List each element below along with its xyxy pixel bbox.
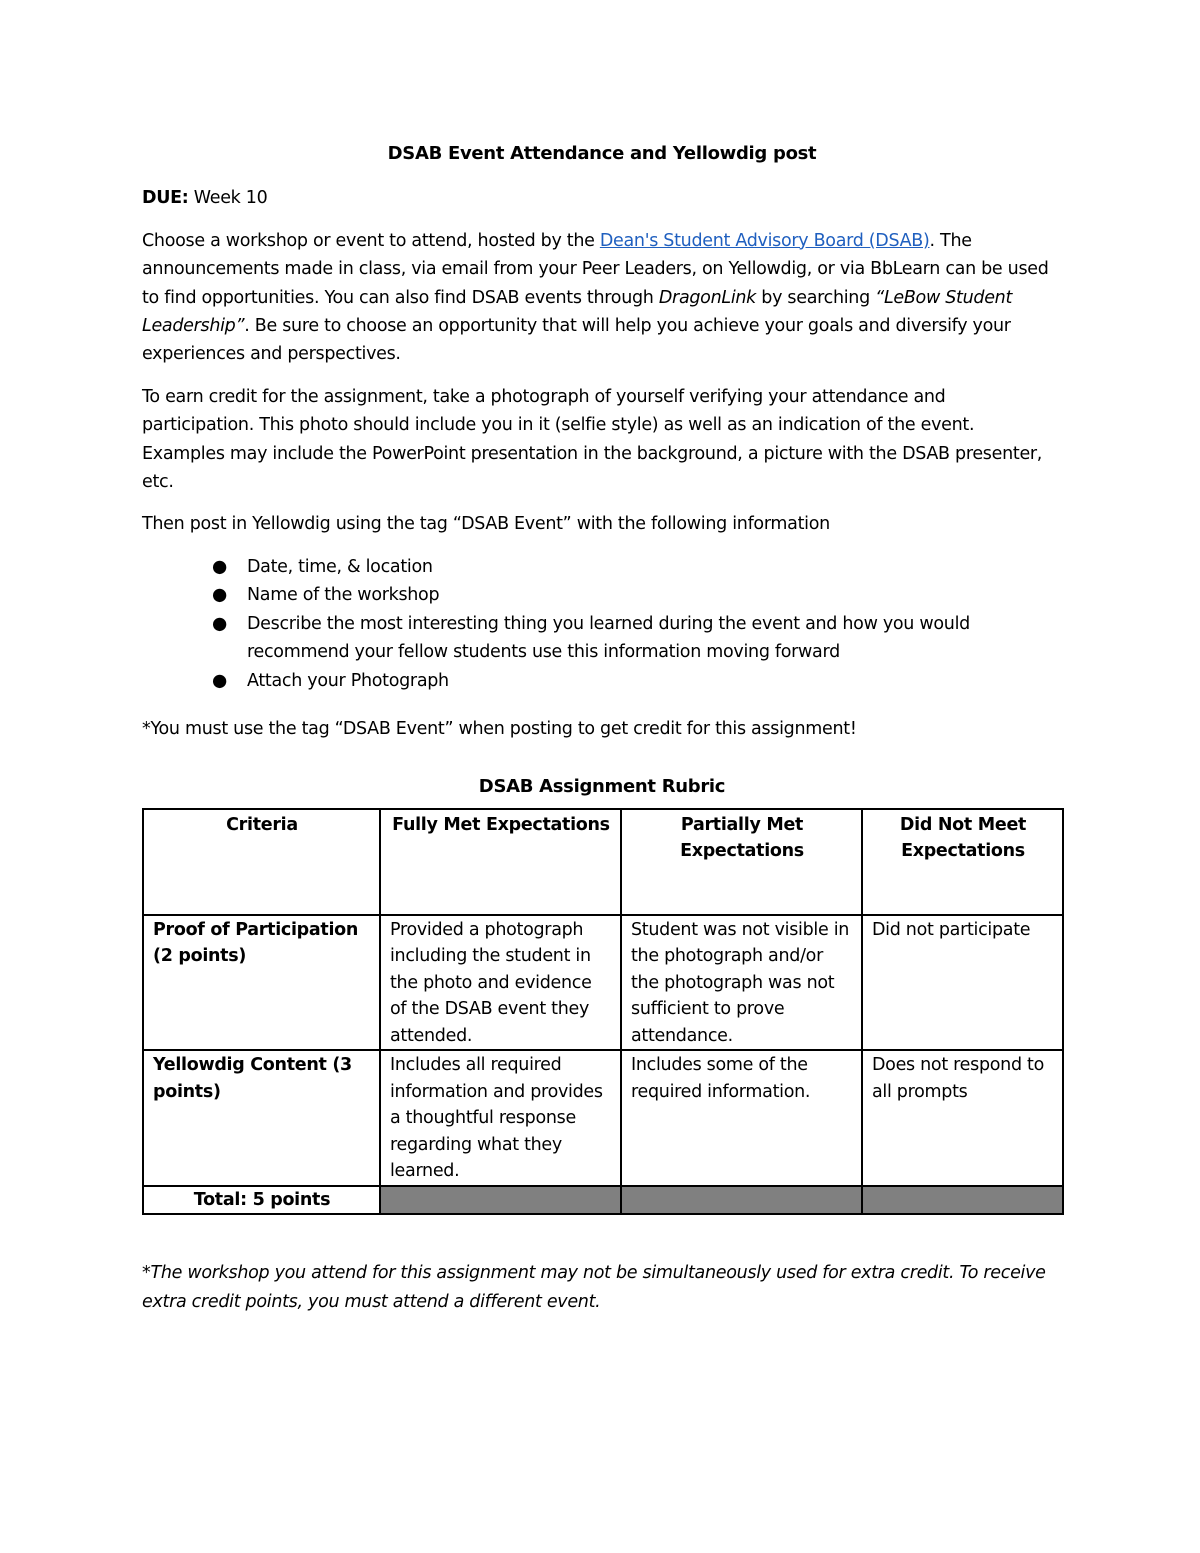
extra-credit-footnote: *The workshop you attend for this assignment may not be simultaneously used for extra credit. To receive extra credit points, you must attend a different event. [142,1263,1046,1312]
list-item-text: Describe the most interesting thing you learned during the event and how you would recommend your fellow students use this information moving forward [247,613,970,663]
shaded-cell [862,1186,1063,1215]
due-line [142,184,1062,212]
dragonlink-text: DragonLink [658,287,757,308]
list-item-text: Name of the workshop [247,585,440,606]
total-cell: Total: 5 points [143,1186,380,1215]
tag-note: *You must use the tag “DSAB Event” when posting to get credit for this assignment! [142,718,857,739]
fully-met-cell: Includes all required information and provides a thoughtful response regarding what they learned. [380,1050,621,1186]
intro-text-after-link: . The announcements made in class, via email from your Peer Leaders, on Yellowdig, or via BbLearn can be used to find opportunities. You can also find DSAB events through [142,230,1049,308]
rubric-table [142,808,1064,1216]
list-item [142,581,1062,609]
not-met-cell: Does not respond to all prompts [862,1050,1063,1186]
intro-text-mid: by searching [756,287,876,308]
rubric-title: DSAB Assignment Rubric [478,776,726,798]
due-label: DUE: [142,188,189,209]
header-not-met: Did Not Meet Expectations [862,809,1063,915]
criteria-cell: Yellowdig Content (3 points) [143,1050,380,1186]
bullet-icon: ● [212,613,227,634]
intro-text-start: Choose a workshop or event to attend, hosted by the [142,230,600,251]
bullet-icon: ● [212,670,227,691]
partially-met-cell: Includes some of the required information. [621,1050,862,1186]
table-row [143,915,1063,1051]
due-value: Week 10 [193,188,268,209]
credit-paragraph: To earn credit for the assignment, take a photograph of yourself verifying your attendance and participation. This photo should include you in it (selfie style) as well as an indication of the event. Examples may include the PowerPoint presentation in the background, a picture with the DSAB presenter, etc. [142,386,1043,493]
bullet-icon: ● [212,585,227,606]
intro-text-end: . Be sure to choose an opportunity that will help you achieve your goals and diversify your experiences and perspectives. [142,316,1011,365]
post-instructions: Then post in Yellowdig using the tag “DSAB Event” with the following information [142,514,830,535]
document-page [142,140,1062,1316]
shaded-cell [621,1186,862,1215]
partially-met-cell: Student was not visible in the photograph and/or the photograph was not sufficient to prove attendance. [621,915,862,1051]
list-item-text: Attach your Photograph [247,670,449,691]
document-title: DSAB Event Attendance and Yellowdig post [387,143,817,164]
shaded-cell [380,1186,621,1215]
bullet-icon: ● [212,556,227,577]
info-list [142,553,1062,695]
fully-met-cell: Provided a photograph including the student in the photo and evidence of the DSAB event they attended. [380,915,621,1051]
list-item [142,667,1062,695]
intro-paragraph [142,227,1062,369]
table-row [143,1050,1063,1186]
header-partially-met: Partially Met Expectations [621,809,862,915]
list-item [142,610,1062,667]
criteria-cell: Proof of Participation (2 points) [143,915,380,1051]
lebow-search-text: “LeBow Student Leadership” [142,287,1013,337]
list-item-text: Date, time, & location [247,556,433,577]
dsab-link[interactable]: Dean's Student Advisory Board (DSAB) [599,230,930,251]
total-row [143,1186,1063,1215]
not-met-cell: Did not participate [862,915,1063,1051]
header-fully-met: Fully Met Expectations [380,809,621,915]
list-item [142,553,1062,581]
header-criteria: Criteria [143,809,380,915]
rubric-header-row [143,809,1063,915]
